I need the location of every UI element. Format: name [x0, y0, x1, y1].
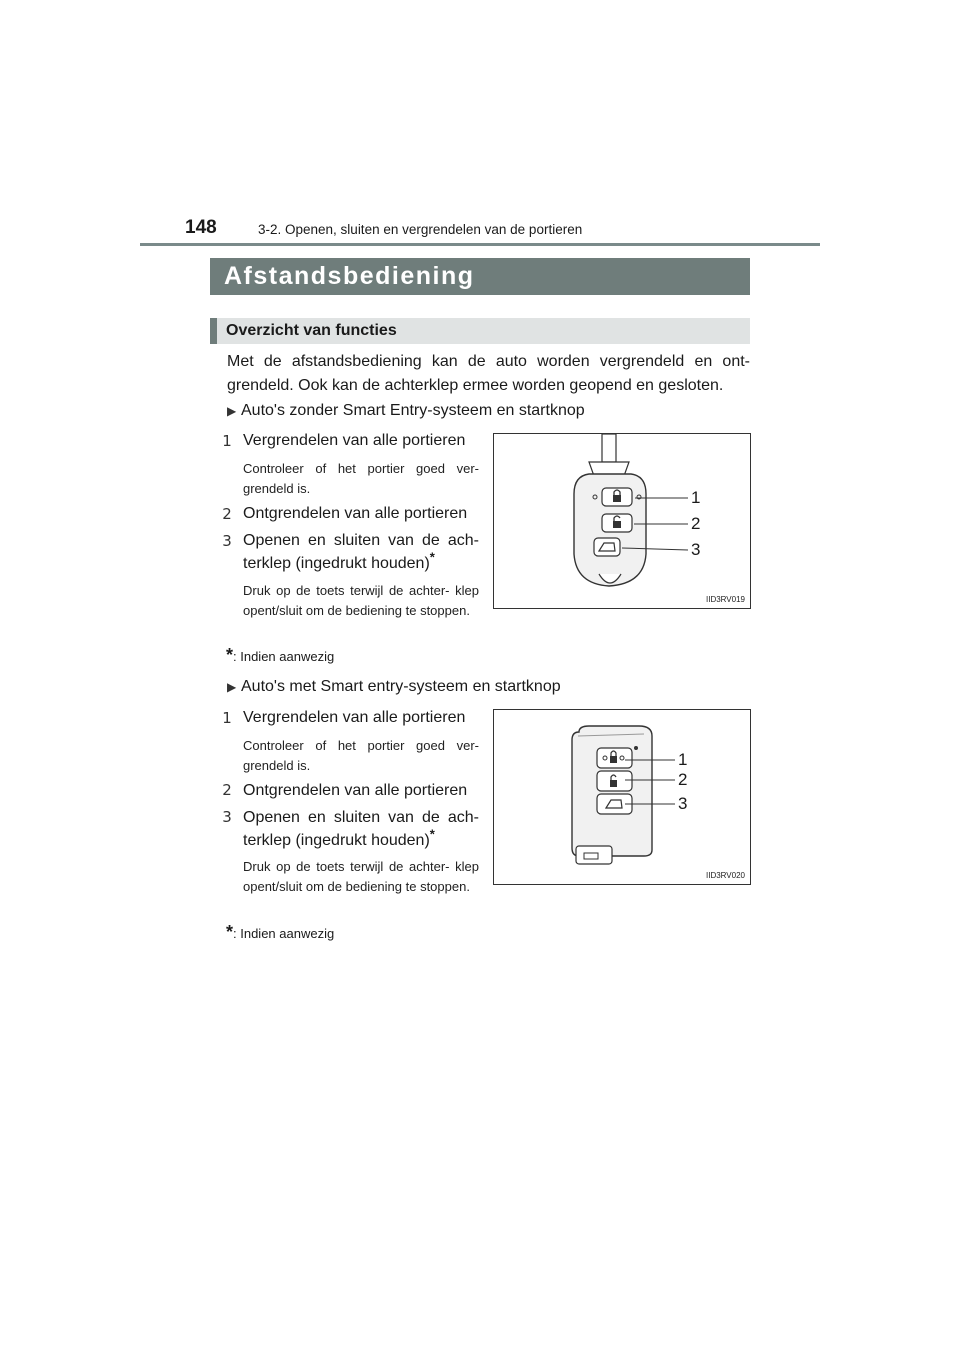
smart-key-image [494, 710, 750, 884]
asterisk-mark: * [429, 549, 435, 565]
item-number: 2 [222, 505, 232, 523]
page-number: 148 [185, 217, 217, 238]
header-divider [140, 243, 820, 246]
arrow-right-icon: ▶ [227, 404, 237, 418]
group-heading: ▶ Auto's met Smart entry-systeem en startknop [227, 678, 561, 695]
item-note: Druk op de toets terwijl de achter- klep opent/sluit om de bediening te stoppen. [243, 583, 479, 618]
item-note: Controleer of het portier goed ver- grendeld is. [243, 461, 479, 496]
callout-number: 3 [678, 794, 688, 813]
item-label: Openen en sluiten van de ach- terklep (ingedrukt houden)* [243, 809, 479, 849]
callout-number: 1 [691, 488, 701, 507]
item-label: Vergrendelen van alle portieren [243, 432, 466, 449]
item-label: Vergrendelen van alle portieren [243, 709, 466, 726]
subsection-title: Overzicht van functies [210, 318, 750, 344]
footnote: *: Indien aanwezig [226, 922, 335, 942]
key-fob-image [494, 434, 750, 608]
figure-code: IID3RV019 [706, 595, 745, 604]
page-title: Afstandsbediening [210, 258, 750, 295]
asterisk-mark: * [226, 922, 234, 942]
item-label: Ontgrendelen van alle portieren [243, 782, 468, 799]
item-number: 1 [222, 432, 232, 450]
item-number: 3 [222, 532, 232, 550]
tailgate-button [594, 538, 620, 556]
figure-smart-key [493, 709, 751, 885]
section-reference: 3-2. Openen, sluiten en vergrendelen van de portieren [258, 222, 583, 237]
figure-key-fob [493, 433, 751, 609]
item-note: Druk op de toets terwijl de achter- klep opent/sluit om de bediening te stoppen. [243, 859, 479, 894]
arrow-right-icon: ▶ [227, 680, 237, 694]
intro-paragraph: Met de afstandsbediening kan de auto worden vergrendeld en ont- grendeld. Ook kan de achterklep ermee worden geopend en gesloten. [227, 353, 750, 394]
item-label: Openen en sluiten van de ach- terklep (ingedrukt houden)* [243, 532, 479, 572]
asterisk-mark: * [226, 645, 234, 665]
callout-number: 2 [691, 514, 701, 533]
callout-number: 2 [678, 770, 688, 789]
callout-number: 1 [678, 750, 688, 769]
item-number: 3 [222, 808, 232, 826]
item-note: Controleer of het portier goed ver- grendeld is. [243, 738, 479, 773]
figure-code: IID3RV020 [706, 871, 745, 880]
callout-number: 3 [691, 540, 701, 559]
item-label: Ontgrendelen van alle portieren [243, 505, 468, 522]
footnote: *: Indien aanwezig [226, 645, 335, 665]
item-number: 2 [222, 781, 232, 799]
asterisk-mark: * [429, 826, 435, 842]
group-heading: ▶ Auto's zonder Smart Entry-systeem en startknop [227, 402, 585, 419]
item-number: 1 [222, 709, 232, 727]
